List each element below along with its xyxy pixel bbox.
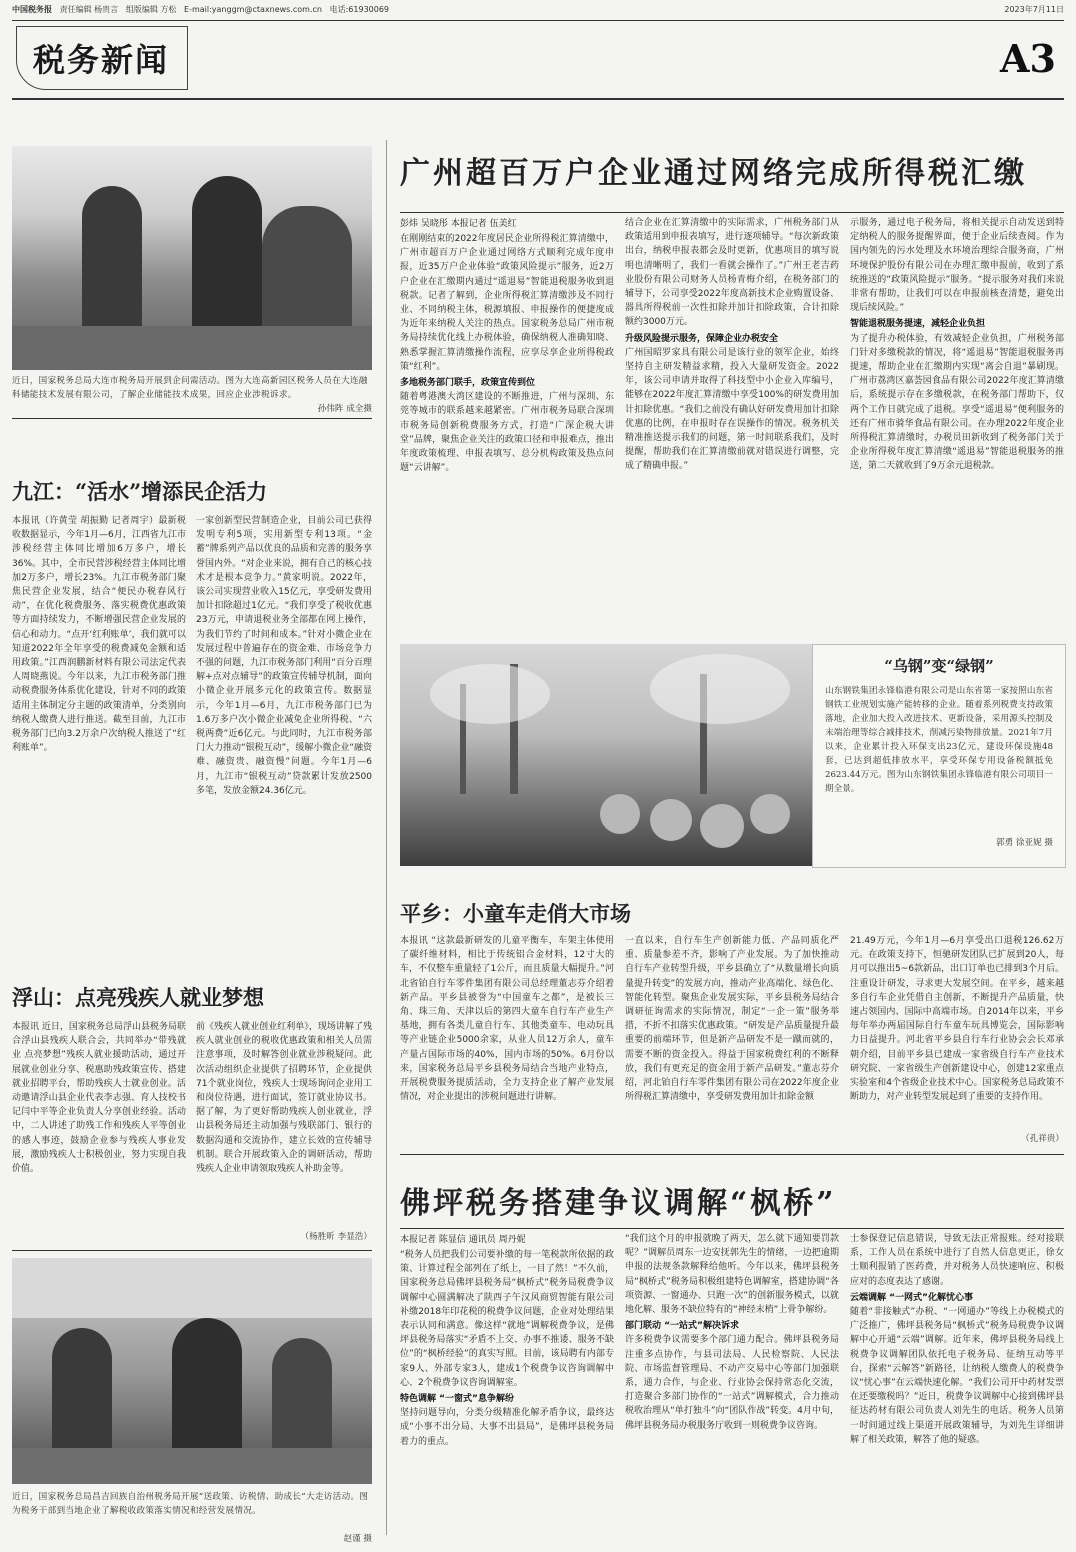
photo-dalian-credit: 孙伟阵 成全摄 [317,404,372,414]
fushan-credit: （杨胜昕 李显浩） [300,1232,372,1242]
divider [400,212,1064,213]
paragraph: 21.49万元，今年1月—6月享受出口退税126.62万元。在政策支持下，恒驰研发团队已扩展到20人，每月可以推出5~6款新品，出口订单也已排到3个月后。注重设计研发，寻求更大发展空间。在平乡，越来越多自行车企业凭借自主创新，不断提升产品质量，快速占领国内、国际中高端市场。自2014年以来，平乡每年举办两届国际自行车童车玩具博览会，国际影响力日益提升。河北省平乡县自行车行业协会会长邓承朝介绍，目前平乡县已建成一家省级自行车产业技术研究院、一家省级生产创新建设中心，创建12家重点实验室和4个省级企业技术中心。国家税务总局政策不断助力，对产业转型发展起到了重要的支持作用。 [850,936,1064,1103]
headline-fushan: 浮山：点亮残疾人就业梦想 [12,985,264,1010]
article-pingxiang-col2 [625,934,839,1146]
photo-dalian [12,146,372,370]
paragraph: “税务人员把我们公司要补缴的每一笔税款所依据的政策、计算过程全部列在了纸上，一目了然！”不久前，国家税务总局佛坪县税务局“枫桥式”税务局税费争议调解中心圆满解决了陕西子午汉风商贸智能有限公司补缴2018年印花税的税费争议问题，企业对处理结果表示认同和满意。像这样“就地”调解税费争议，是佛坪县税务局落实“矛盾不上交、办事不推诿、服务不缺位”的“枫桥经验”的真实写照。目前，该局聘有内部专家9人、外部专家3人，建成1个税费争议咨询调解中心、2个税费争议咨询调解室。 [400,1250,614,1388]
subhead: 智能退税服务提速，减轻企业负担 [850,319,986,330]
page-number: A3 [1000,36,1056,81]
paragraph: 在刚刚结束的2022年度居民企业所得税汇算清缴中，广州市超百万户企业通过网络方式顺利完成年度申报，近35万户企业体验“政策风险提示”服务，近2万户企业在汇缴期内通过“遥退易”智能退税服务收到退税款。记者了解到，企业所得税汇算清缴涉及不同行业、不同纳税主体，税源填报、申报操作的便捷度成为近年来纳税人关注的热点。国家税务总局广州市税务局持续优化线上办税体验，确保纳税人准确知晓、熟悉掌握汇算清缴操作流程，应享尽享企业所得税政策“红利”。 [400,234,614,372]
article-foping-col2 [625,1232,839,1540]
byline-foping: 本报记者 陈显信 通讯员 周丹妮 [400,1235,526,1245]
photo-steel-plant [400,644,812,866]
paragraph: 随着“非接触式”办税、“一网通办”等线上办税模式的广泛推广，佛坪县税务局“枫桥式”税务局税费争议调解中心开通“云端”调解。近年来，佛坪县税务局线上税费争议调解团队依托电子税务局、征纳互动等平台，探索“云解答”新路径，让纳税人缴费人的税费争议“忧心事”在云端快速化解。“我们公司开中药材发票在还要缴税吗？”近日，税费争议调解中心接到佛坪县征达药材有限公司负责人刘先生的电话。税务人员第一时间通过线上渠道开展政策辅导，为刘先生详细讲解了相关政策，解答了他的疑惑。 [850,1307,1064,1445]
photo-changji-credit: 赵谨 摄 [343,1534,372,1544]
article-foping-col3 [850,1232,1064,1540]
paragraph: 随着粤港澳大湾区建设的不断推进，广州与深圳、东莞等城市的联系越来越紧密。广州市税务局联合深圳市税务局创新税费服务方式，打造“广深企税大讲堂”品牌，聚焦企业关注的政策口径和申报难点，推出年度政策梳理、申报表填写、总分机构政策及热点问题“云讲解”。 [400,392,614,474]
divider [400,1228,1064,1229]
editor: 责任编辑 杨贵言 [59,5,119,14]
art-editor: 组版编辑 方松 [125,5,177,14]
headline-pingxiang: 平乡：小童车走俏大市场 [400,901,631,926]
subhead: 升级风险提示服务，保障企业办税安全 [625,333,779,344]
byline-guangzhou: 彭炜 吴晓彤 本报记者 伍美红 [400,219,517,229]
article-guangzhou-col2 [625,216,839,624]
photo-steel-inset [812,644,1066,868]
article-pingxiang-col1 [400,934,614,1146]
subhead: 云端调解 “一网式”化解忧心事 [850,1292,973,1303]
subhead: 部门联动 “一站式”解决诉求 [625,1321,739,1332]
paragraph: 一家创新型民营制造企业，目前公司已获得发明专利5项，实用新型专利13项。“金蓄”牌系列产品以优良的品质和完善的服务享誉国内外。“对企业来说，拥有自己的核心技术才是根本竞争力。”黄家明说。2022年，该公司实现营业收入15亿元，享受研发费用加计扣除超过1亿元。“我们享受了税收优惠23万元，申请退税业务全部都在网上操作，为我们节约了时间和成本。”针对小微企业在发展过程中普遍存在的资金难、市场竞争力不强的问题，九江市税务部门利用“百分百理解+点对点辅导”的政策宣传辅导机制，面向小微企业开展多元化的政策宣传。数据显示，今年1月—6月，九江市税务部门已为1.6万多户次小微企业减免企业所得税、“六税两费”近6亿元。与此同时，九江市税务部门大力推动“银税互动”，缓解小微企业“融资难、融资贵、融资慢”问题。今年1月—6月，九江市“银税互动”贷款累计发放2500多笔，发放金额24.36亿元。 [196,516,372,796]
photo-changji [12,1258,372,1484]
paragraph: 坚持问题导向，分类分级精准化解矛盾争议，最终达成“小事不出分局、大事不出县局”，是佛坪县税务局着力的重点。 [400,1408,614,1447]
paragraph: 一直以来，自行车生产创新能力低、产品同质化严重、质量参差不齐，影响了产业发展。为了加快推动自行车产业转型升级，平乡县确立了“从数量增长向质量提升转变”的发展方向，推动产业高端化、绿色化、智能化转型。聚焦企业发展实际，平乡县税务局结合调研征询需求的实际情况，制定“一企一策”服务举措，不折不扣落实优惠政策。“研发是产品质量提升最重要的前端环节，但是新产品研发不是一蹴而就的，需要不断的资金投入。得益于国家税费红利的不断释放，我们有更充足的资金用于新产品研发。”董志芬介绍，河北铂自行车零件集团有限公司在2022年度企业所得税汇算清缴中，享受研发费用加计扣除金额 [625,936,839,1103]
inset-credit: 郭勇 徐亚妮 摄 [995,838,1053,848]
paragraph: 本报讯 “这款最新研发的儿童平衡车，车架主体使用了碳纤维材料，相比于传统铝合金材料，12寸大的车，不仅整车重量轻了1公斤，而且质量大幅提升。”河北省铂自行车零件集团有限公司总经理董志芬介绍着新产品。平乡县被誉为“中国童车之都”，是被长三角、珠三角、天津以后的第四大童车自行车产业生产基地，拥有各类儿童自行车、其他类童车、电动玩具等产业链企业5000余家，从业人员12万余人，童车产量占国际市场的40%，国内市场的50%。6月份以来，国家税务总局平乡县税务局结合当地产业特点，开展税费服务提质活动，全力支持企业了解产业发展情况，对企业提出的涉税问题进行讲解。 [400,936,614,1103]
headline-jiujiang: 九江：“活水”增添民企活力 [12,479,268,504]
phone: 电话:61930069 [329,5,390,14]
page-header [12,4,1064,20]
article-jiujiang-col2 [196,514,372,956]
pingxiang-credit: （孔祥贵） [1021,1134,1064,1144]
header-rule [12,20,1064,21]
paper-name: 中国税务报 [12,5,52,14]
paragraph: 广州国昭罗家具有限公司是该行业的领军企业，始终坚持自主研发精益求精，投入大量研发资金。2022年，该公司申请并取得了科技型中小企业入库编号，能够在2022年度汇算清缴中享受100%的研发费用加计扣除优惠。“我们之前没有确认好研发费用加计扣除优惠的比例，在申报时存在误操作的情况。税务机关精准推送提示我们的问题，第一时间联系我们，及时提醒，帮助我们在汇算清缴前就对错误进行调整，完成了精确申报。” [625,347,839,472]
paragraph: 前《残疾人就业创业红利单》，现场讲解了残疾人就业创业的税收优惠政策和相关人员需注意事项，及时解答创业就业涉税疑问。此次活动组织企业提供了招聘环节，企业提供71个就业岗位，残疾人士现场询问企业用工和岗位待遇，进行面试，签订就业协议书。据了解，为了更好帮助残疾人创业就业，浮山县税务局还主动加强与残联部门、银行的数据沟通和交流协作，建立长效的宣传辅导机制。联合开展政策入企的调研活动，帮助残疾人企业申请领取残疾人补助金等。 [196,1022,372,1175]
headline-foping: 佛坪税务搭建争议调解“枫桥” [400,1186,837,1221]
paragraph: 本报讯 近日，国家税务总局浮山县税务局联合浮山县残疾人联合会，共同举办“带残就业 点亮梦想”残疾人就业援助活动，通过开展就业创业分享、税惠助残政策宣传、搭建就业招聘平台，帮助残疾人士就业创业。活动邀请浮山县企业代表李志强、育人技校书记闫中平等企业负责人分享创业经验。活动中，二人讲述了助残工作和残疾人平等创业的感人事迹，鼓励企业参与残疾人事业发展，激励残疾人士积极创业，努力实现自我价值。 [12,1022,186,1175]
inset-title: “乌钢”变“绿钢” [884,657,994,675]
article-jiujiang-col1 [12,514,186,956]
divider [400,1154,1064,1155]
paragraph: 士参保登记信息错误，导致无法正常报账。经对接联系，工作人员在系统中进行了自然人信息更正，徐女士顺利报销了医药费，并对税务人员快速响应、积极应对的态度表达了感谢。 [850,1234,1064,1287]
paragraph: 本报讯（许黄莹 胡振勤 记者周宇）最新税收数据显示，今年1月—6月，江西省九江市涉税经营主体同比增加6万多户，增长36%。其中，全市民营涉税经营主体同比增加2万多户，增长23%。九江市税务部门聚焦民营企业发展，结合“便民办税春风行动”，在优化税费服务、落实税费优惠政策等方面持续发力，不断增强民营企业发展的信心和动力。“点开‘红利账单’，我们就可以知道2022年全年享受的税费减免金额和适用政策。”江西润鹏新材料有限公司法定代表人周晓燕说。今年以来，九江市税务部门推动税费服务体系优化建设，针对不同的政策适用主体制定分主题的政策清单，分类别向纳税人缴费人进行推送。截至目前，九江市税务部门已向3.2万余户次纳税人推送了“红利账单”。 [12,516,186,754]
paragraph: 示服务，通过电子税务局，将相关提示自动发送到特定纳税人的服务提醒界面，便于企业后续查阅。作为国内领先的污水处理及水环境治理综合服务商，广州环境保护股份有限公司在办理汇缴申报前，收到了系统推送的“政策风险提示”服务。“提示服务对我们来说非常有帮助，让我们可以在申报前核查清楚，避免出现后续风险。” [850,218,1064,314]
article-fushan-col1 [12,1020,186,1242]
paragraph: “我们这个月的申报就晚了两天，怎么就下通知要罚款呢？”调解员周东一边安抚郭先生的情绪，一边把逾期申报的法规条款解释给他听。今年以来，佛坪县税务局“枫桥式”税务局积极组建特色调解室，搭建协调“各项资源、一窗通办、只跑一次”的创新服务模式，以就地化解、服务不缺位特有的“神经末梢”上骨争解纷。 [625,1234,839,1316]
divider [12,1250,372,1251]
email: E-mail:yanggm@ctaxnews.com.cn [184,5,322,14]
paragraph: 许多税费争议需要多个部门通力配合。佛坪县税务局注重多点协作，与县司法局、人民检察院、人民法院、市场监督管理局、不动产交易中心等部门加强联系，通力合作，与企业、行业协会保持常态化交流，打造聚合多部门协作的“一站式”调解模式，合力推动税收治理从“单打独斗”向“团队作战”转变。4月中旬，佛坪县税务局办税服务厅收到一则税费争议咨询。 [625,1335,839,1431]
headline-guangzhou: 广州超百万户企业通过网络完成所得税汇缴 [400,156,1027,191]
photo-dalian-caption: 近日，国家税务总局大连市税务局开展到企问需活动。图为大连高新园区税务人员在大连融科储能技术发展有限公司，了解企业储能技术成果，回应企业涉税诉求。 [12,376,368,400]
photo-changji-caption: 近日，国家税务总局昌吉回族自治州税务局开展“送政策、访税情、助成长”大走访活动。图为税务干部到当地企业了解税收政策落实情况和经营发展情况。 [12,1492,369,1516]
masthead-rule [12,98,1064,100]
issue-date: 2023年7月11日 [1004,5,1064,14]
article-fushan-col2 [196,1020,372,1228]
paragraph: 为了提升办税体验，有效减轻企业负担，广州税务部门针对多缴税款的情况，将“遥退易”智能退税服务再提速，帮助企业在汇缴期内实现“离会自退”暴刷现。广州市荔湾区嘉荟园食品有限公司2022年度汇算清缴后，系统提示存在多缴税款，在税务部门帮助下，仅两个工作日就完成了退税。享受“遥退易”便利服务的还有广州市骑华食品有限公司。在办理2022年度企业所得税汇算清缴时，办税员田新收到了税务部门关于企业所得税年度汇算清缴“遥退易”智能退税服务的推送，第二天就收到了9万余元退税款。 [850,333,1064,472]
subhead: 特色调解 “一窗式”息争解纷 [400,1394,514,1405]
paragraph: 结合企业在汇算清缴中的实际需求，广州税务部门从政策适用到申报表填写，进行逐项辅导。“每次新政策出台，纳税申报表都会及时更新，优惠项目的填写说明也清晰明了，我们一看就会操作了。”广州王老吉药业股份有限公司财务人员杨青梅介绍，在税务部门的辅导下，公司享受2022年度高新技术企业购置设备、器具所得税前一次性扣除并加计扣除政策，合计扣除额约3000万元。 [625,218,839,328]
section-masthead [16,26,188,90]
section-title: 税务新闻 [33,41,170,79]
article-pingxiang-col3 [850,934,1064,1130]
article-foping-col1 [400,1248,614,1540]
divider [12,418,372,419]
subhead: 多地税务部门联手，政策宣传到位 [400,378,536,389]
column-divider [386,140,387,1535]
article-guangzhou-col1 [400,232,614,624]
inset-caption: 山东钢铁集团永锋临港有限公司是山东省第一家按照山东省钢铁工业规划实施产能转移的企业。随着系列税费支持政策落地，企业加大投入改进技术、更新设备，采用源头控制及末端治理等综合减排技术，削减污染物排放量。2021年7月以来，企业累计投入环保支出23亿元，建设环保设施48套，已达到超低排放水平，享受环保专用设备税额抵免2623.44万元。图为山东钢铁集团永锋临港有限公司项目一期全景。 [825,686,1053,794]
article-guangzhou-col3 [850,216,1064,624]
